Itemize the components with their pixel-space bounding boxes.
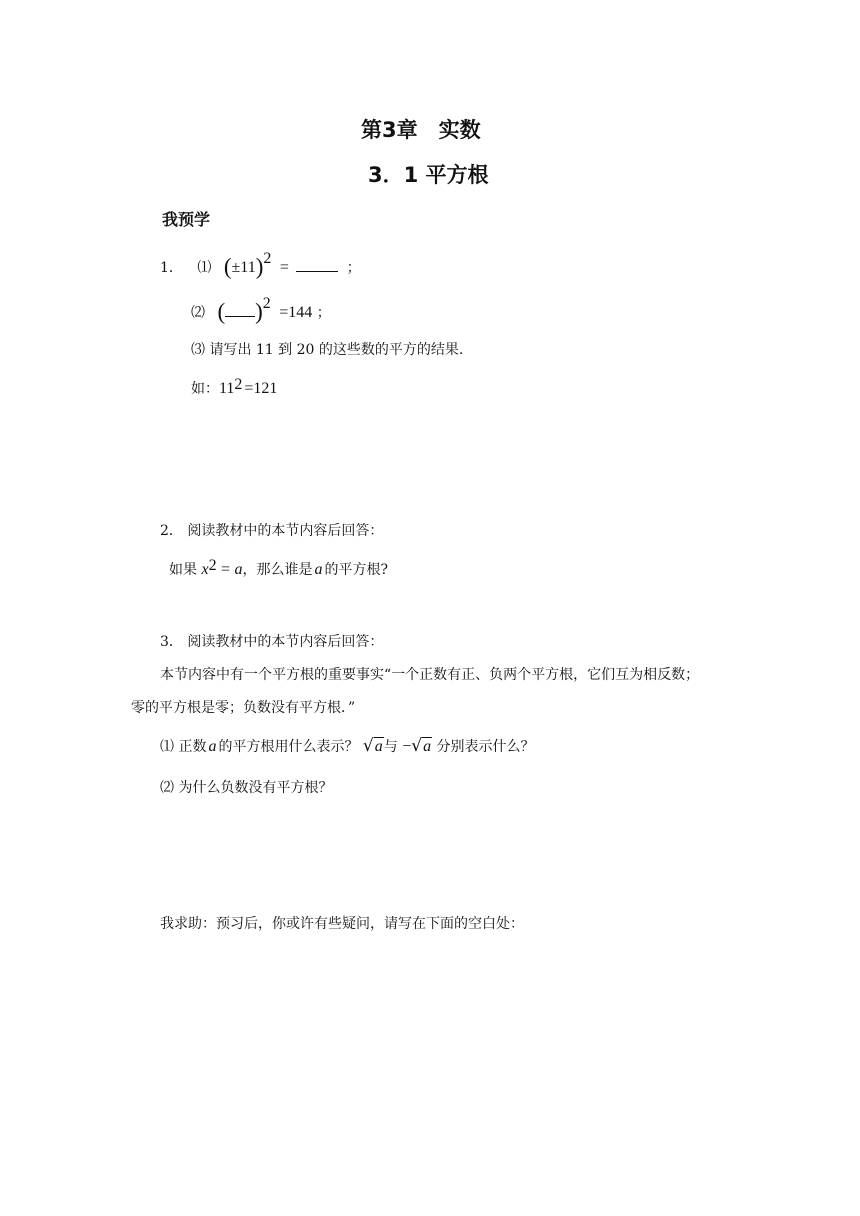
q1-part1-eq: = [279, 259, 289, 276]
q2-line2 [169, 559, 388, 579]
q3-part1-b: 的平方根用什么表示？ [218, 739, 359, 755]
q1-part2-blank[interactable] [225, 302, 255, 317]
neg-sqrt-a-radicand: a [423, 738, 432, 755]
q3-part1-with: 与 [383, 739, 398, 755]
q1-line1 [160, 252, 361, 278]
help-prompt: 我求助：预习后，你或许有些疑问，请写在下面的空白处： [160, 916, 524, 932]
q1-part2-end: ； [316, 305, 331, 321]
q3-para2: 零的平方根是零；负数没有平方根．” [131, 700, 356, 716]
q2-x: x [201, 561, 209, 578]
q1-part2-label: ⑵ [191, 305, 205, 321]
q1-example [191, 378, 277, 398]
preview-heading: 我预学 [162, 210, 211, 229]
q2-if: 如果 [169, 562, 197, 578]
q1-close-paren: ) [255, 254, 264, 279]
q1-part2-open-paren: ( [217, 299, 226, 324]
radical-sign-icon: √ [362, 736, 374, 756]
q1-part1-label: ⑴ [197, 260, 212, 276]
q1-example-rhs: =121 [244, 380, 278, 397]
sqrt-a [363, 736, 384, 756]
q2-then: ，那么谁是 [242, 562, 313, 578]
q2-a2: a [314, 561, 323, 578]
section-title: 3．1 平方根 [368, 163, 489, 187]
neg-sqrt-a [411, 736, 432, 756]
q3-part1-a: ⑴ 正数 [160, 739, 207, 755]
q3-part1-minus: − [402, 738, 412, 755]
q1-part1-exp: 2 [263, 250, 272, 267]
q1-part2-close-paren: ) [255, 299, 263, 324]
q3-part1 [160, 736, 535, 756]
q1-example-prefix: 如： [191, 381, 219, 397]
q1-part2-rhs: =144 [279, 304, 313, 321]
q1-example-base: 11 [219, 380, 235, 397]
radical-sign-icon: √ [411, 736, 423, 756]
q2-a: a [234, 561, 243, 578]
sqrt-a-radicand: a [374, 738, 383, 755]
q1-open-paren: ( [223, 254, 232, 279]
q1-part1-blank[interactable] [296, 257, 338, 272]
q3-line1: 3． 阅读教材中的本节内容后回答： [160, 634, 384, 650]
q3-part1-c: 分别表示什么？ [436, 739, 535, 755]
q1-part3: ⑶ 请写出 11 到 20 的这些数的平方的结果. [191, 342, 464, 358]
chapter-title: 第3章 实数 [361, 118, 481, 142]
q1-part1-inner: ±11 [231, 259, 256, 276]
q1-line2 [191, 297, 331, 323]
q1-example-exp: 2 [234, 376, 243, 393]
q2-line1: 2． 阅读教材中的本节内容后回答： [160, 523, 384, 539]
q1-part2-exp: 2 [262, 295, 271, 312]
q3-para1: 本节内容中有一个平方根的重要事实“一个正数有正、负两个平方根，它们互为相反数； [160, 667, 700, 683]
q3-part1-var: a [208, 738, 217, 755]
q1-number: 1． [160, 260, 183, 276]
q3-part2: ⑵ 为什么负数没有平方根？ [160, 780, 333, 796]
q2-eq: = [221, 561, 231, 578]
q2-end: 的平方根? [324, 562, 389, 578]
q1-part1-end: ； [346, 260, 361, 276]
q2-exp: 2 [208, 557, 217, 574]
